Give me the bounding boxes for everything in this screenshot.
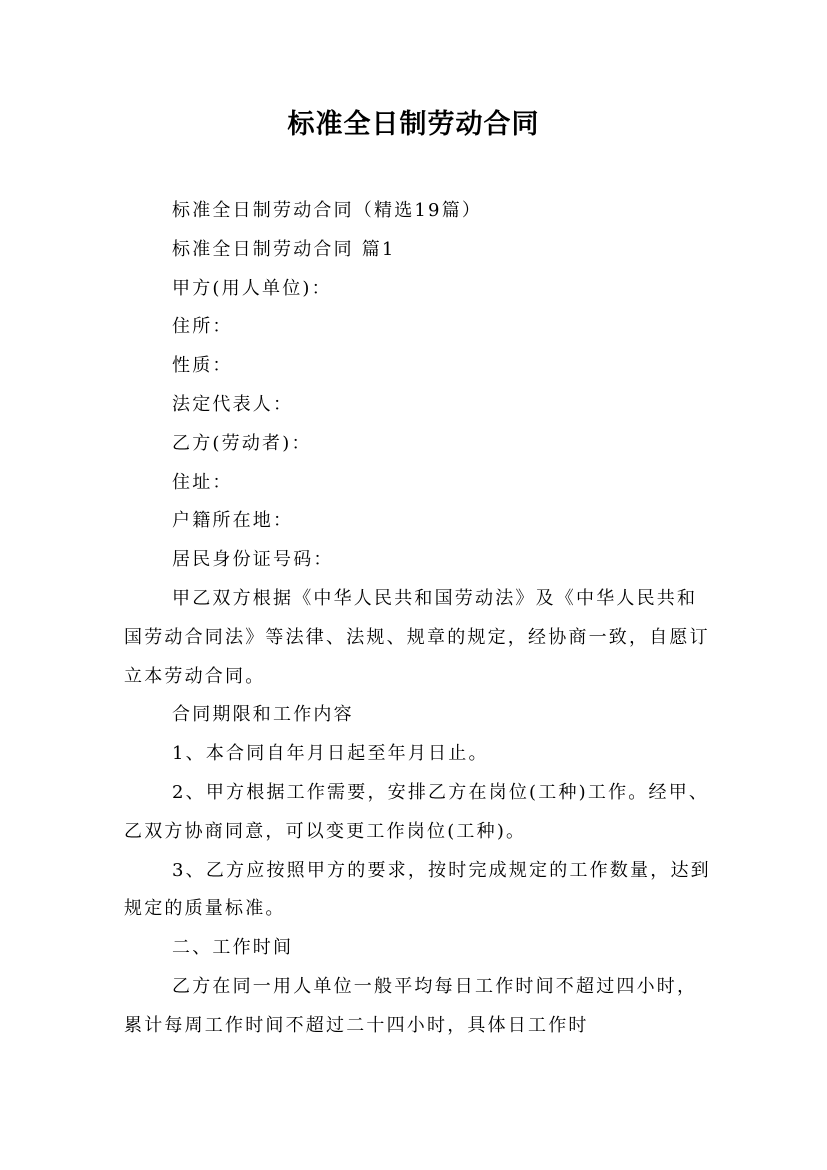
document-title: 标准全日制劳动合同: [287, 109, 540, 140]
paragraph-working-hours-heading: 二、工作时间: [172, 937, 294, 959]
paragraph-agreement-basis: 甲乙双方根据《中华人民共和国劳动法》及《中华人民共和国劳动合同法》等法律、法规、规章的规定，经协商一致，自愿订立本劳动合同。: [124, 587, 710, 687]
paragraph-term-heading: 合同期限和工作内容: [172, 704, 354, 726]
paragraph-clause-3: 3、乙方应按照甲方的要求，按时完成规定的工作数量，达到规定的质量标准。: [124, 859, 711, 920]
paragraph-collection-heading: 标准全日制劳动合同（精选19篇）: [172, 200, 483, 221]
paragraph-id-number: 居民身份证号码：: [172, 549, 334, 571]
paragraph-legal-representative: 法定代表人：: [172, 393, 294, 415]
paragraph-section-heading: 标准全日制劳动合同 篇1: [172, 238, 396, 260]
paragraph-address: 住所：: [172, 316, 233, 338]
paragraph-household-registration: 户籍所在地：: [172, 510, 294, 532]
paragraph-party-a: 甲方(用人单位)：: [172, 277, 332, 299]
paragraph-residence: 住址：: [172, 471, 233, 493]
paragraph-working-hours: 乙方在同一用人单位一般平均每日工作时间不超过四小时，累计每周工作时间不超过二十四小时，具体日工作时: [124, 975, 698, 1036]
paragraph-party-b: 乙方(劳动者)：: [172, 432, 312, 454]
document-body: [124, 192, 714, 1046]
paragraph-clause-2: 2、甲方根据工作需要，安排乙方在岗位(工种)工作。经甲、乙双方协商同意，可以变更工作岗位(工种)。: [124, 781, 710, 842]
paragraph-clause-1: 1、本合同自年月日起至年月日止。: [172, 743, 489, 765]
paragraph-nature: 性质：: [172, 355, 233, 377]
